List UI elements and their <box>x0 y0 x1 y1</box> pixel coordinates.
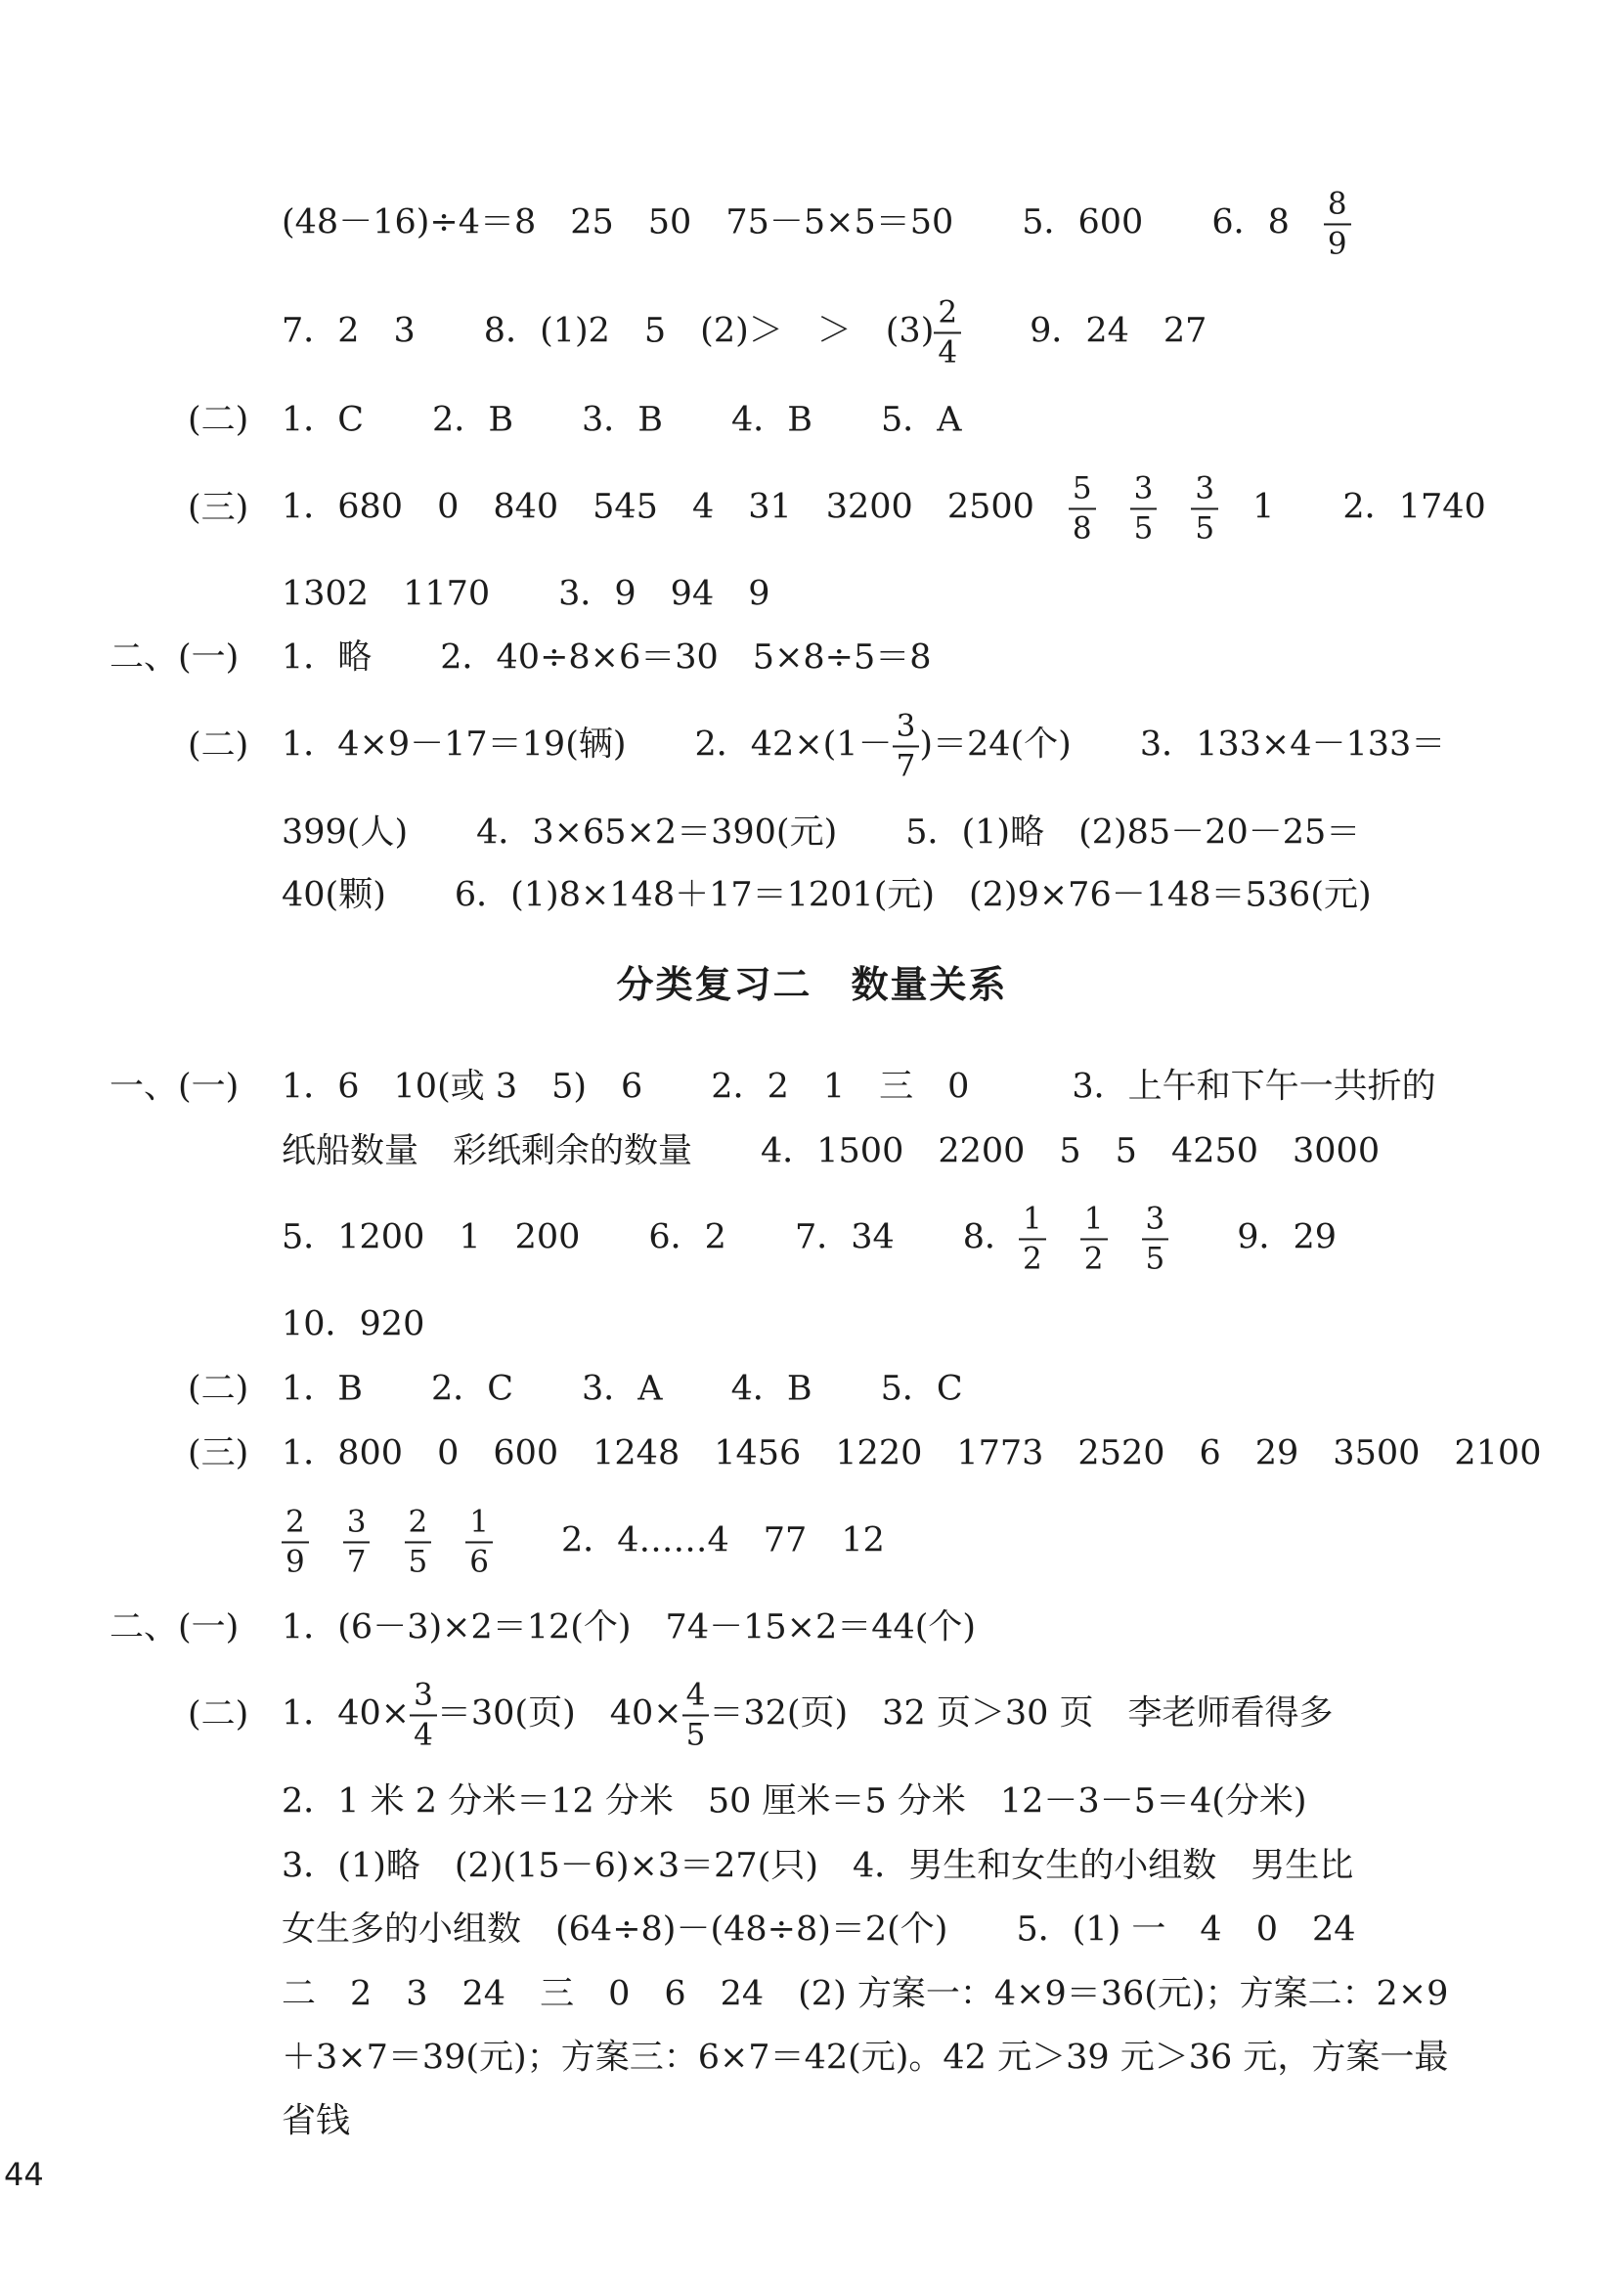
section-marker: 二、(一) <box>110 637 240 678</box>
answer-text: 省钱 <box>282 2101 351 2141</box>
fraction-denominator: 7 <box>896 748 916 783</box>
fraction-denominator: 7 <box>346 1544 367 1579</box>
answer-text: 1．4×9－17＝19(辆) 2．42×(1－ <box>282 724 893 765</box>
answer-text: 1．40× <box>282 1693 411 1734</box>
fraction <box>1142 1203 1169 1274</box>
answer-text: 女生多的小组数 (64÷8)－(48÷8)＝2(个) 5．(1) 一 4 0 24 <box>282 1910 1356 1950</box>
answer-text: 2．4……4 77 12 <box>492 1520 885 1560</box>
fraction-numerator: 8 <box>1324 188 1351 225</box>
fraction-denominator: 9 <box>285 1544 305 1579</box>
fraction <box>893 710 920 781</box>
fraction-numerator: 3 <box>893 710 920 747</box>
answer-text <box>431 1521 465 1560</box>
fraction-numerator: 3 <box>343 1506 371 1543</box>
fraction-denominator: 9 <box>1327 226 1347 261</box>
fraction-numerator: 3 <box>410 1679 437 1716</box>
answer-text: 1．800 0 600 1248 1456 1220 1773 2520 6 29 3500 2100 <box>282 1433 1542 1473</box>
answer-line <box>282 1067 1436 1107</box>
fraction-numerator: 4 <box>682 1679 710 1716</box>
section-marker: (二) <box>188 1694 249 1734</box>
section-marker: 一、(一) <box>110 1067 240 1107</box>
answer-text: 1．(6－3)×2＝12(个) 74－15×2＝44(个) <box>282 1607 977 1647</box>
fraction-numerator: 5 <box>1069 472 1096 509</box>
fraction-numerator: 2 <box>405 1506 432 1543</box>
answer-line <box>282 2101 351 2141</box>
fraction <box>934 296 961 368</box>
fraction-numerator: 1 <box>1080 1203 1108 1240</box>
section-marker: (三) <box>188 488 249 528</box>
fraction-denominator: 5 <box>1195 510 1215 546</box>
answer-text <box>1157 488 1191 527</box>
answer-text: 5．1200 1 200 6．2 7．34 8． <box>282 1217 1020 1257</box>
answer-text: 1302 1170 3．9 94 9 <box>282 574 770 614</box>
answer-line <box>282 710 1445 781</box>
answer-text: 纸船数量 彩纸剩余的数量 4．1500 2200 5 5 4250 3000 <box>282 1131 1381 1171</box>
fraction <box>1324 188 1351 259</box>
fraction-denominator: 4 <box>938 334 958 370</box>
fraction-numerator: 1 <box>465 1506 493 1543</box>
answer-text: 1．略 2．40÷8×6＝30 5×8÷5＝8 <box>282 637 932 678</box>
answer-line <box>282 1607 977 1647</box>
fraction-denominator: 2 <box>1083 1241 1104 1276</box>
fraction-denominator: 2 <box>1023 1241 1042 1276</box>
fraction <box>282 1506 309 1577</box>
page-number: 44 <box>4 2156 44 2193</box>
answer-text: 40(颗) 6．(1)8×148＋17＝1201(元) (2)9×76－148＝536(元) <box>282 875 1372 915</box>
fraction-numerator: 3 <box>1130 472 1158 509</box>
fraction <box>1130 472 1158 544</box>
answer-text: (48－16)÷4＝8 25 50 75－5×5＝50 5．600 6．8 <box>282 202 1324 242</box>
fraction <box>465 1506 493 1577</box>
answer-text: ＝30(页) 40× <box>436 1693 682 1734</box>
fraction <box>682 1679 710 1750</box>
fraction <box>410 1679 437 1750</box>
fraction <box>1019 1203 1046 1274</box>
fraction-denominator: 5 <box>1145 1241 1165 1276</box>
answer-text <box>309 1521 343 1560</box>
section-title: 分类复习二 数量关系 <box>616 963 1008 1006</box>
fraction <box>343 1506 371 1577</box>
fraction-denominator: 5 <box>1133 510 1154 546</box>
fraction <box>1069 472 1096 544</box>
answer-text: 二 2 3 24 三 0 6 24 (2) 方案一：4×9＝36(元)；方案二：2×9 <box>282 1974 1449 2014</box>
answer-line <box>282 1679 1334 1750</box>
answer-text: 10．920 <box>282 1304 425 1344</box>
answer-text: 399(人) 4．3×65×2＝390(元) 5．(1)略 (2)85－20－25＝ <box>282 812 1361 853</box>
answer-line <box>282 1506 885 1577</box>
answer-line <box>282 637 932 678</box>
answer-line <box>282 875 1372 915</box>
answer-text <box>370 1521 404 1560</box>
answer-line <box>282 2038 1449 2078</box>
answer-text: 9．24 27 <box>961 311 1207 351</box>
fraction <box>1080 1203 1108 1274</box>
answer-line <box>282 188 1351 259</box>
answer-text: 2．1 米 2 分米＝12 分米 50 厘米＝5 分米 12－3－5＝4(分米) <box>282 1781 1307 1822</box>
answer-line <box>282 574 770 614</box>
answer-text: 1．6 10(或 3 5) 6 2．2 1 三 0 3．上午和下午一共折的 <box>282 1067 1436 1107</box>
fraction-numerator: 2 <box>282 1506 309 1543</box>
answer-line <box>282 400 962 440</box>
fraction <box>1191 472 1218 544</box>
answer-text: 9．29 <box>1168 1217 1338 1257</box>
answer-text <box>1108 1218 1142 1257</box>
answer-line <box>282 1369 963 1409</box>
fraction-denominator: 5 <box>685 1717 706 1752</box>
fraction-numerator: 1 <box>1019 1203 1046 1240</box>
answer-text: 1．C 2．B 3．B 4．B 5．A <box>282 400 962 440</box>
answer-text: )＝24(个) 3．133×4－133＝ <box>919 724 1446 765</box>
answer-line <box>282 1131 1381 1171</box>
answer-line <box>282 1974 1449 2014</box>
answer-line <box>282 1910 1356 1950</box>
answer-line <box>282 296 1207 368</box>
answer-text: ＝32(页) 32 页＞30 页 李老师看得多 <box>709 1693 1334 1734</box>
answer-line <box>282 472 1486 544</box>
answer-line <box>282 1846 1354 1886</box>
answer-text: 1．B 2．C 3．A 4．B 5．C <box>282 1369 963 1409</box>
answer-line <box>282 1304 425 1344</box>
section-marker: 二、(一) <box>110 1607 240 1647</box>
answer-text: 3．(1)略 (2)(15－6)×3＝27(只) 4．男生和女生的小组数 男生比 <box>282 1846 1354 1886</box>
fraction-denominator: 8 <box>1072 510 1092 546</box>
section-marker: (二) <box>188 400 249 440</box>
fraction-numerator: 3 <box>1142 1203 1169 1240</box>
answer-line <box>282 1781 1307 1822</box>
fraction <box>405 1506 432 1577</box>
section-marker: (三) <box>188 1433 249 1473</box>
answer-text <box>1096 488 1130 527</box>
answer-text: 1 2．1740 <box>1218 487 1486 527</box>
answer-text <box>1046 1218 1080 1257</box>
answer-line <box>282 1433 1542 1473</box>
fraction-denominator: 6 <box>469 1544 489 1579</box>
fraction-numerator: 3 <box>1191 472 1218 509</box>
answer-line <box>282 1203 1337 1274</box>
section-marker: (二) <box>188 1369 249 1409</box>
answer-text: 7．2 3 8．(1)2 5 (2)＞ ＞ (3) <box>282 311 935 351</box>
fraction-numerator: 2 <box>934 296 961 333</box>
answer-text: ＋3×7＝39(元)；方案三：6×7＝42(元)。42 元＞39 元＞36 元，方案一最 <box>282 2038 1449 2078</box>
answer-text: 1．680 0 840 545 4 31 3200 2500 <box>282 487 1069 527</box>
fraction-denominator: 5 <box>408 1544 428 1579</box>
section-marker: (二) <box>188 725 249 766</box>
fraction-denominator: 4 <box>414 1717 433 1752</box>
answer-line <box>282 812 1361 853</box>
